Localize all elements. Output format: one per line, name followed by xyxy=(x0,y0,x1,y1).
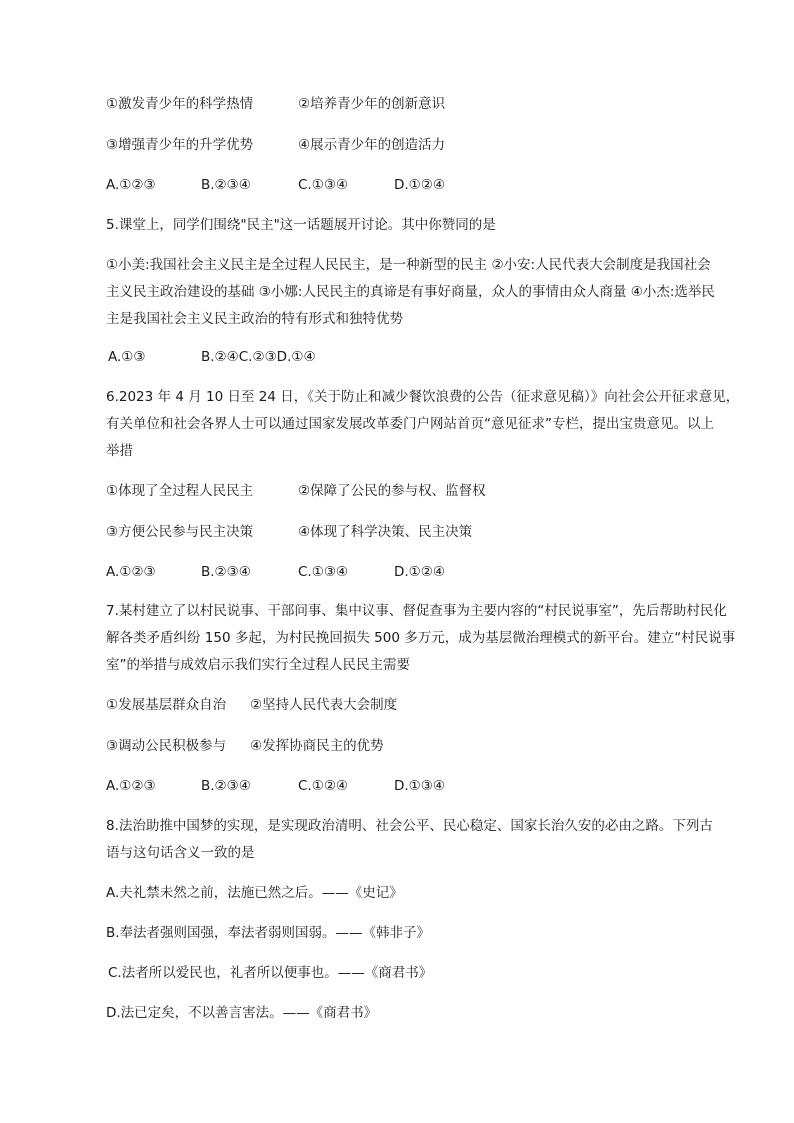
q8-stem-line-2: 语与这句话含义一致的是 xyxy=(106,845,255,861)
q6-option-2: ②保障了公民的参与权、监督权 xyxy=(298,483,486,499)
q7-option-1: ①发展基层群众自治 xyxy=(106,697,227,713)
q8-choice-b: B.奉法者强则国强，奉法者弱则国弱。——《韩非子》 xyxy=(106,925,431,941)
q8-choice-a: A.夫礼禁未然之前，法施已然之后。——《史记》 xyxy=(106,885,403,901)
q4-option-4: ④展示青少年的创造活力 xyxy=(298,137,446,153)
q7-choices xyxy=(106,777,445,795)
q8-choice-c: C.法者所以爱民也，礼者所以便事也。——《商君书》 xyxy=(108,965,433,981)
q7-choice-b: B.②③④ xyxy=(201,778,251,794)
q4-options-row-2 xyxy=(106,136,445,154)
q4-option-3: ③增强青少年的升学优势 xyxy=(106,137,254,153)
q6-options-row-2 xyxy=(106,523,472,541)
q6-choice-c: C.①③④ xyxy=(298,564,349,580)
q6-choice-b: B.②③④ xyxy=(201,564,251,580)
q6-options-row-1 xyxy=(106,482,486,500)
q5-body-line-1: ①小美:我国社会主义民主是全过程人民民主，是一种新型的民主 ②小安:人民代表大会制度是我国社会 xyxy=(106,257,711,273)
q7-option-4: ④发挥协商民主的优势 xyxy=(250,738,384,754)
q6-stem-line-2: 有关单位和社会各界人士可以通过国家发展改革委门户网站首页“意见征求”专栏，提出宝贵意见。以上 xyxy=(106,416,714,432)
q6-stem-line-3: 举措 xyxy=(106,443,133,459)
q6-stem-line-1: 6.2023 年 4 月 10 日至 24 日，《关于防止和减少餐饮浪费的公告（征求意见稿）》向社会公开征求意见， xyxy=(106,389,740,405)
q4-options-row-1 xyxy=(106,95,445,113)
q6-option-3: ③方便公民参与民主决策 xyxy=(106,524,254,540)
q7-option-3: ③调动公民积极参与 xyxy=(106,738,227,754)
q5-stem: 5.课堂上，同学们围绕"民主"这一话题展开讨论。其中你赞同的是 xyxy=(106,217,496,233)
q4-choice-d: D.①②④ xyxy=(394,177,445,193)
q5-body-line-2: 主义民主政治建设的基础 ③小娜:人民民主的真谛是有事好商量，众人的事情由众人商量 ④小杰:选举民 xyxy=(106,284,715,300)
q6-option-4: ④体现了科学决策、民主决策 xyxy=(298,524,473,540)
q8-choice-d: D.法已定矣，不以善言害法。——《商君书》 xyxy=(106,1005,378,1021)
q7-choice-d: D.①③④ xyxy=(394,778,445,794)
q5-body-line-3: 主是我国社会主义民主政治的特有形式和独特优势 xyxy=(106,311,403,327)
q7-options-row-1 xyxy=(106,696,397,714)
q5-choice-a: A.①③ xyxy=(108,349,146,365)
q7-stem-line-3: 室”的举措与成效启示我们实行全过程人民民主需要 xyxy=(106,657,410,673)
q8-stem-line-1: 8.法治助推中国梦的实现，是实现政治清明、社会公平、民心稳定、国家长治久安的必由之路。下列古 xyxy=(106,818,713,834)
q7-stem-line-2: 解各类矛盾纠纷 150 多起，为村民挽回损失 500 多万元，成为基层微治理模式的新平台。建立“村民说事 xyxy=(106,630,736,646)
q7-option-2: ②坚持人民代表大会制度 xyxy=(250,697,398,713)
q7-stem-line-1: 7.某村建立了以村民说事、干部问事、集中议事、督促查事为主要内容的“村民说事室”，先后帮助村民化 xyxy=(106,603,727,619)
q6-choices xyxy=(106,563,445,581)
q7-choice-c: C.①②④ xyxy=(298,778,349,794)
q4-choice-a: A.①②③ xyxy=(106,177,156,193)
q4-option-1: ①激发青少年的科学热情 xyxy=(106,96,254,112)
q5-choice-bcd: B.②④C.②③D.①④ xyxy=(201,349,316,365)
q7-choice-a: A.①②③ xyxy=(106,778,156,794)
q6-choice-a: A.①②③ xyxy=(106,564,156,580)
q6-option-1: ①体现了全过程人民民主 xyxy=(106,483,254,499)
q4-option-2: ②培养青少年的创新意识 xyxy=(298,96,446,112)
q4-choice-b: B.②③④ xyxy=(201,177,251,193)
q4-choice-c: C.①③④ xyxy=(298,177,349,193)
q6-choice-d: D.①②④ xyxy=(394,564,445,580)
q7-options-row-2 xyxy=(106,737,384,755)
q4-choices xyxy=(106,176,445,194)
q5-choices xyxy=(108,348,316,366)
